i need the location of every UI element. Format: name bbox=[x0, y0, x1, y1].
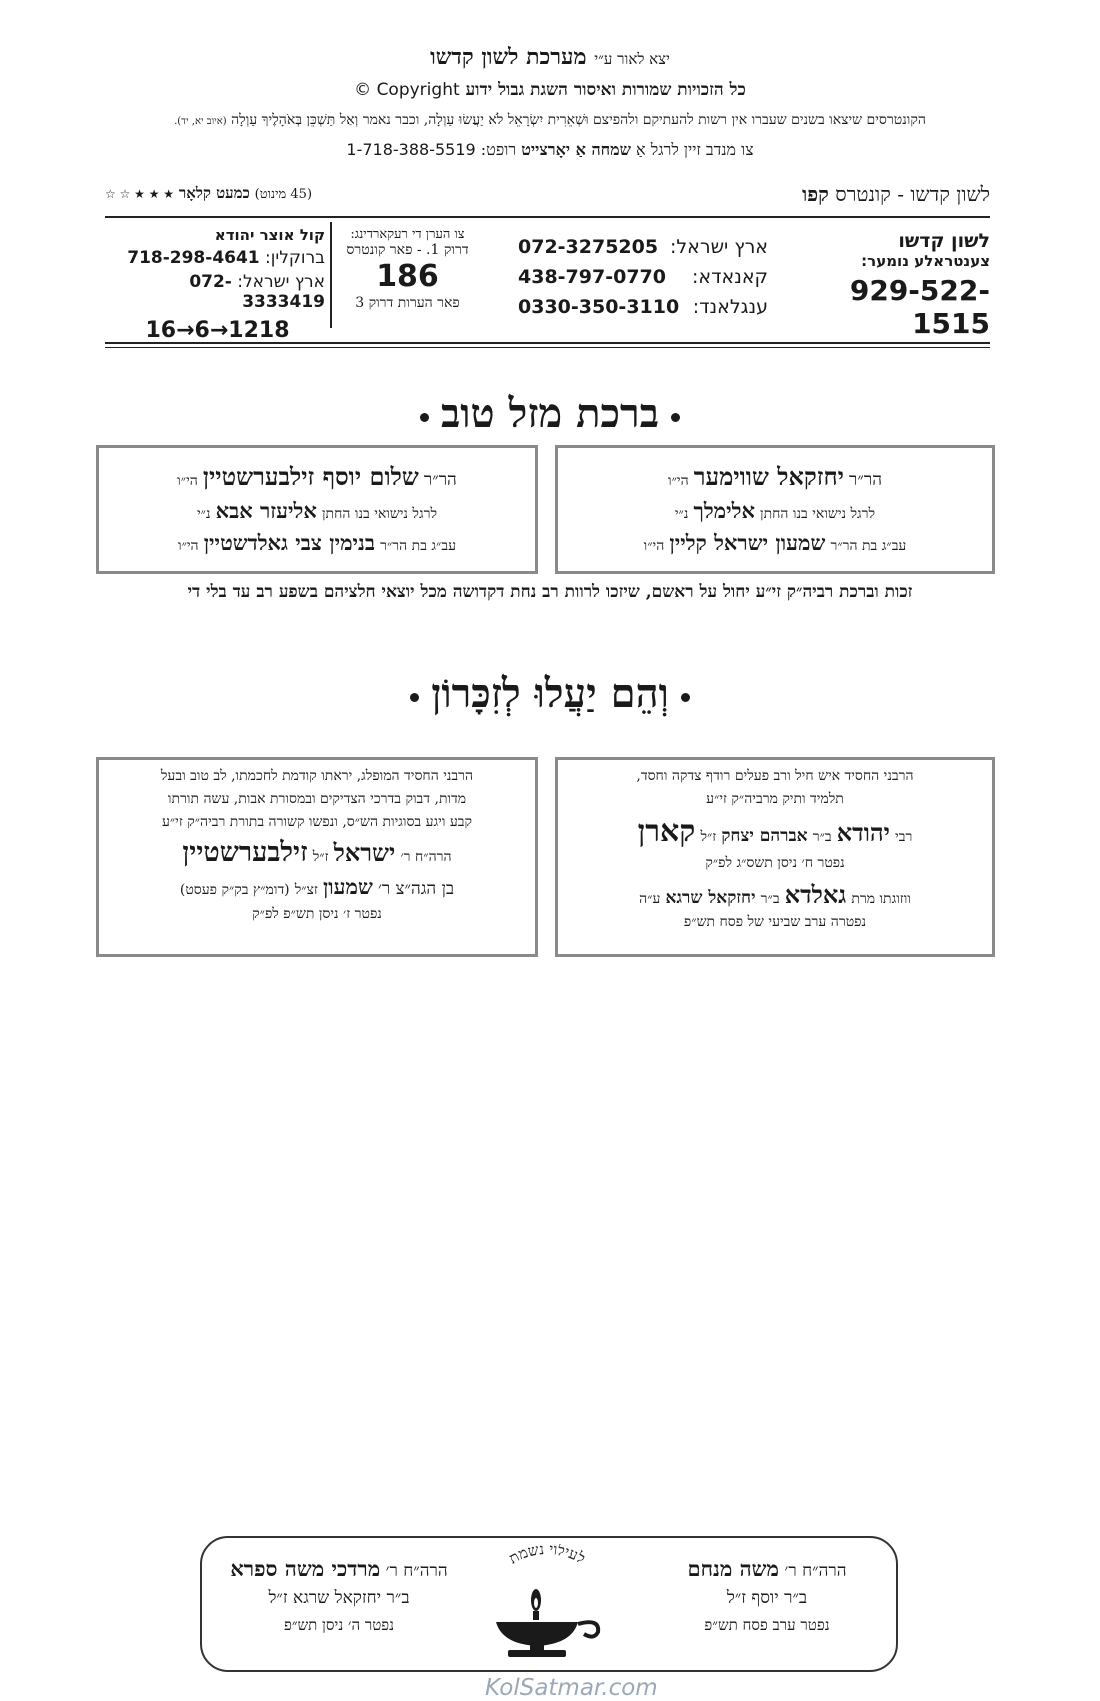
bottom-divider-1 bbox=[105, 342, 990, 344]
kol-otzar-block bbox=[110, 226, 325, 343]
honorific-suffix: הי״ו bbox=[177, 538, 199, 554]
booklet-title bbox=[802, 182, 990, 207]
recording-line1: צו הערן די רעקארדינג: bbox=[350, 227, 465, 242]
footer-right-line2: ב״ר יוסף ז״ל bbox=[726, 1588, 808, 1608]
bullet-dot bbox=[671, 413, 680, 422]
recording-number: 186 bbox=[376, 259, 439, 294]
box-line-2 bbox=[109, 498, 525, 524]
box-line-2: תלמיד ותיק מרביה״ק זי״ע bbox=[706, 791, 844, 807]
footer-memorial-right bbox=[652, 1556, 882, 1635]
honorific: הר״ר bbox=[423, 470, 457, 490]
donor-phone: 1-718-388-5519 bbox=[346, 140, 476, 159]
deceased-name: משה מנחם bbox=[687, 1556, 779, 1581]
bottom-divider-2 bbox=[105, 347, 990, 348]
box-line-3: קבע ויגע בסוגיות הש״ס, ונפשו קשורה בתורת רביה״ק זי״ע bbox=[161, 814, 473, 830]
deceased-name: מרדכי משה ספרא bbox=[230, 1556, 381, 1581]
footer-left-line3: נפטר ה׳ ניסן תש״פ bbox=[283, 1616, 395, 1634]
top-divider bbox=[105, 216, 990, 218]
wife-father-name: יחזקאל שרגא bbox=[665, 888, 756, 908]
title-prefix: הרה״ח ר׳ bbox=[400, 849, 452, 865]
father-name: יחזקאל שווימער bbox=[693, 462, 844, 491]
wife-name: גאלדא bbox=[784, 880, 847, 909]
footer-right-line3: נפטר ערב פסח תש״פ bbox=[704, 1616, 830, 1634]
country-row-england bbox=[518, 296, 768, 322]
box-line-2 bbox=[568, 498, 982, 524]
duration-label: כמעט קלאָר bbox=[178, 184, 250, 202]
honorific: הרה״ח ר׳ bbox=[385, 1561, 448, 1581]
memorial-box-right bbox=[555, 757, 995, 957]
warning-source: (איוב יא, יד). bbox=[174, 116, 227, 127]
footer-memorial-plaque bbox=[200, 1536, 898, 1672]
blessing-line: זכות וברכת רביה״ק זי״ע יחול על ראשם, שיזכו לרוות רב נחת דקדושה מכל יוצאי חלציהם בשפע רב עד בלי די bbox=[187, 582, 913, 602]
zl-text: זצ״ל bbox=[294, 882, 318, 898]
memorial-box-left bbox=[96, 757, 538, 957]
kol-otzar-brooklyn bbox=[110, 248, 325, 268]
israel-phone: 072-3333419 bbox=[189, 272, 325, 312]
rating-stars: ★ ★ ★ ☆ ☆ bbox=[105, 187, 175, 201]
candle-icon bbox=[472, 1544, 622, 1664]
bullet-dot bbox=[410, 693, 419, 702]
central-phone: 929-522-1515 bbox=[849, 274, 990, 340]
country-name: קאנאדא: bbox=[692, 266, 768, 288]
israel-label: ארץ ישראל: bbox=[237, 272, 325, 292]
father-name: שמעון bbox=[322, 874, 373, 899]
footer-right-line1 bbox=[652, 1556, 882, 1582]
bride-prefix: עב״ג בת הר״ר bbox=[380, 538, 456, 554]
mazel-tov-box-right bbox=[555, 445, 995, 574]
title-prefix: רבי bbox=[895, 829, 913, 845]
groom-name: אליעזר אבא bbox=[215, 498, 317, 523]
recording-line3: פאר הערות דרוק 3 bbox=[355, 295, 460, 311]
bas-text: ב״ר bbox=[760, 891, 780, 907]
honorific-suffix: הי״ו bbox=[177, 473, 198, 489]
box-line-5 bbox=[568, 880, 982, 910]
central-title: לשון קדשו bbox=[898, 230, 990, 252]
honorific: הר״ר bbox=[849, 470, 882, 490]
kol-otzar-title: קול אוצר יהודא bbox=[214, 226, 325, 244]
father-name: אברהם יצחק bbox=[721, 826, 808, 846]
father-name: שלום יוסף זילבערשטיין bbox=[202, 462, 419, 491]
donor-suffix: רופט: bbox=[480, 140, 517, 159]
honorific-suffix: נ״י bbox=[674, 506, 689, 522]
box-line-1 bbox=[109, 462, 525, 492]
footer-memorial-left bbox=[214, 1556, 464, 1635]
box-line-3 bbox=[109, 530, 525, 556]
box-line-6: נפטרה ערב שביעי של פסח תש״פ bbox=[683, 914, 867, 930]
wife-prefix: ווזוגתו מרת bbox=[851, 891, 911, 907]
recording-line2: דרוק 1. - פאר קונטרס bbox=[346, 242, 469, 258]
svg-text:לעילוי נשמת bbox=[506, 1544, 589, 1567]
box-line-4: נפטר ח׳ ניסן תשס״ג לפ״ק bbox=[705, 855, 845, 871]
box-line-3 bbox=[568, 530, 982, 556]
ah-text: ע״ה bbox=[639, 891, 661, 907]
publisher-line bbox=[0, 44, 1100, 70]
country-name: ארץ ישראל: bbox=[669, 236, 768, 258]
box-line-1 bbox=[568, 462, 982, 492]
father-prefix: בן הגה״צ ר׳ bbox=[377, 879, 455, 899]
country-name: ענגלאנד: bbox=[692, 296, 768, 318]
difficulty-rating bbox=[105, 184, 312, 203]
honorific-suffix: הי״ו bbox=[668, 473, 689, 489]
bride-father-name: שמעון ישראל קליין bbox=[669, 530, 826, 555]
box-line-2: מדות, דבוק בדרכי הצדיקים ובמסורת אבות, עשה תורתו bbox=[167, 791, 467, 807]
info-bar bbox=[105, 182, 990, 214]
mazel-tov-heading bbox=[0, 390, 1100, 437]
duration-minutes: (45 מינוט) bbox=[254, 187, 313, 202]
surname: קארן bbox=[637, 814, 696, 849]
recording-block bbox=[335, 226, 480, 312]
surname: זילבערשטיין bbox=[182, 837, 308, 868]
kol-otzar-israel bbox=[110, 272, 325, 312]
central-number-block bbox=[790, 230, 990, 340]
deceased-name: ישראל bbox=[333, 838, 396, 867]
box-line-6: נפטר ז׳ ניסן תש״פ לפ״ק bbox=[252, 906, 382, 922]
donor-line bbox=[0, 140, 1100, 160]
mazel-tov-box-left bbox=[96, 445, 538, 574]
box-line-4 bbox=[109, 837, 525, 868]
rights-text: כל הזכויות שמורות ואיסור השגת גבול ידוע bbox=[465, 80, 746, 100]
mazel-tov-heading-text: ברכת מזל טוב bbox=[441, 390, 659, 437]
brooklyn-phone: 718-298-4641 bbox=[127, 248, 260, 268]
brooklyn-label: ברוקלין: bbox=[265, 248, 325, 268]
box-line-1: הרבני החסיד המופלג, יראתו קודמת לחכמתו, לב טוב ובעל bbox=[160, 768, 474, 784]
donor-name: שמחה אַ יאָרצייט bbox=[521, 140, 631, 159]
watermark: KolSatmar.com bbox=[485, 1675, 658, 1701]
country-row-canada bbox=[518, 266, 768, 292]
copyright-text: Copyright © bbox=[354, 80, 460, 100]
zl-text: ז״ל bbox=[312, 849, 329, 865]
booklet-number: קפו bbox=[802, 182, 829, 206]
warning-text: הקונטרסים שיצאו בשנים שעברו אין רשות להעתיקם ולהפיצם וּשְׁאֵרִית יִשְׂרָאֵל לֹא יַעֲשׂוּ עַוְלָה, וכבר נאמר וְאַל תַּשְׁכֵּן בְּאֹהָלֶיךָ עַוְלָה bbox=[231, 112, 926, 128]
occasion-text: לרגל נישואי בנו החתן bbox=[760, 506, 876, 522]
zl-text: ז״ל bbox=[700, 829, 717, 845]
honorific-suffix: הי״ו bbox=[643, 538, 665, 554]
occasion-text: לרגל נישואי בנו החתן bbox=[321, 506, 438, 522]
box-line-5 bbox=[109, 874, 525, 900]
bullet-dot bbox=[420, 413, 429, 422]
box-line-1: הרבני החסיד איש חיל ורב פעלים רודף צדקה וחסד, bbox=[636, 768, 914, 784]
honorific-suffix: נ״י bbox=[196, 506, 211, 522]
memorial-heading bbox=[0, 670, 1100, 717]
memorial-heading-text: וְהֵם יַעֲלוּ לְזִכָּרוֹן bbox=[431, 670, 669, 717]
publisher-name: מערכת לשון קדשו bbox=[430, 44, 587, 70]
donor-prefix: צו מנדב זיין לרגל אַ bbox=[636, 140, 754, 159]
bullet-dot bbox=[681, 693, 690, 702]
memorial-arc-text: לעילוי נשמת bbox=[505, 1544, 589, 1568]
rights-line bbox=[0, 80, 1100, 100]
groom-name: אלימלך bbox=[693, 498, 755, 523]
vertical-divider bbox=[330, 222, 332, 328]
footer-left-line2: ב״ר יחזקאל שרגא ז״ל bbox=[268, 1588, 410, 1608]
booklet-title-text: לשון קדשו - קונטרס bbox=[835, 182, 990, 206]
kol-otzar-code: 16→6→1218 bbox=[145, 318, 290, 343]
central-subtitle: צענטראלע נומער: bbox=[861, 252, 990, 270]
country-row-israel bbox=[518, 236, 768, 262]
country-phone: 0330-350-3110 bbox=[518, 296, 680, 318]
box-line-3 bbox=[568, 814, 982, 849]
country-phone: 438-797-0770 bbox=[518, 266, 666, 288]
deceased-name: יהודא bbox=[836, 818, 890, 847]
bride-father-name: בנימין צבי גאלדשטיין bbox=[203, 530, 375, 555]
warning-line bbox=[60, 112, 1040, 129]
footer-left-line1 bbox=[214, 1556, 464, 1582]
honorific: הרה״ח ר׳ bbox=[784, 1561, 847, 1581]
publisher-prefix: יצא לאור ע״י bbox=[594, 50, 670, 68]
bride-prefix: עב״ג בת הר״ר bbox=[830, 538, 907, 554]
country-phone: 072-3275205 bbox=[518, 236, 659, 258]
father-title-note: (דומ״ץ בק״ק פעסט) bbox=[179, 882, 290, 898]
candle-emblem bbox=[472, 1544, 622, 1664]
ben-text: ב״ר bbox=[812, 829, 832, 845]
